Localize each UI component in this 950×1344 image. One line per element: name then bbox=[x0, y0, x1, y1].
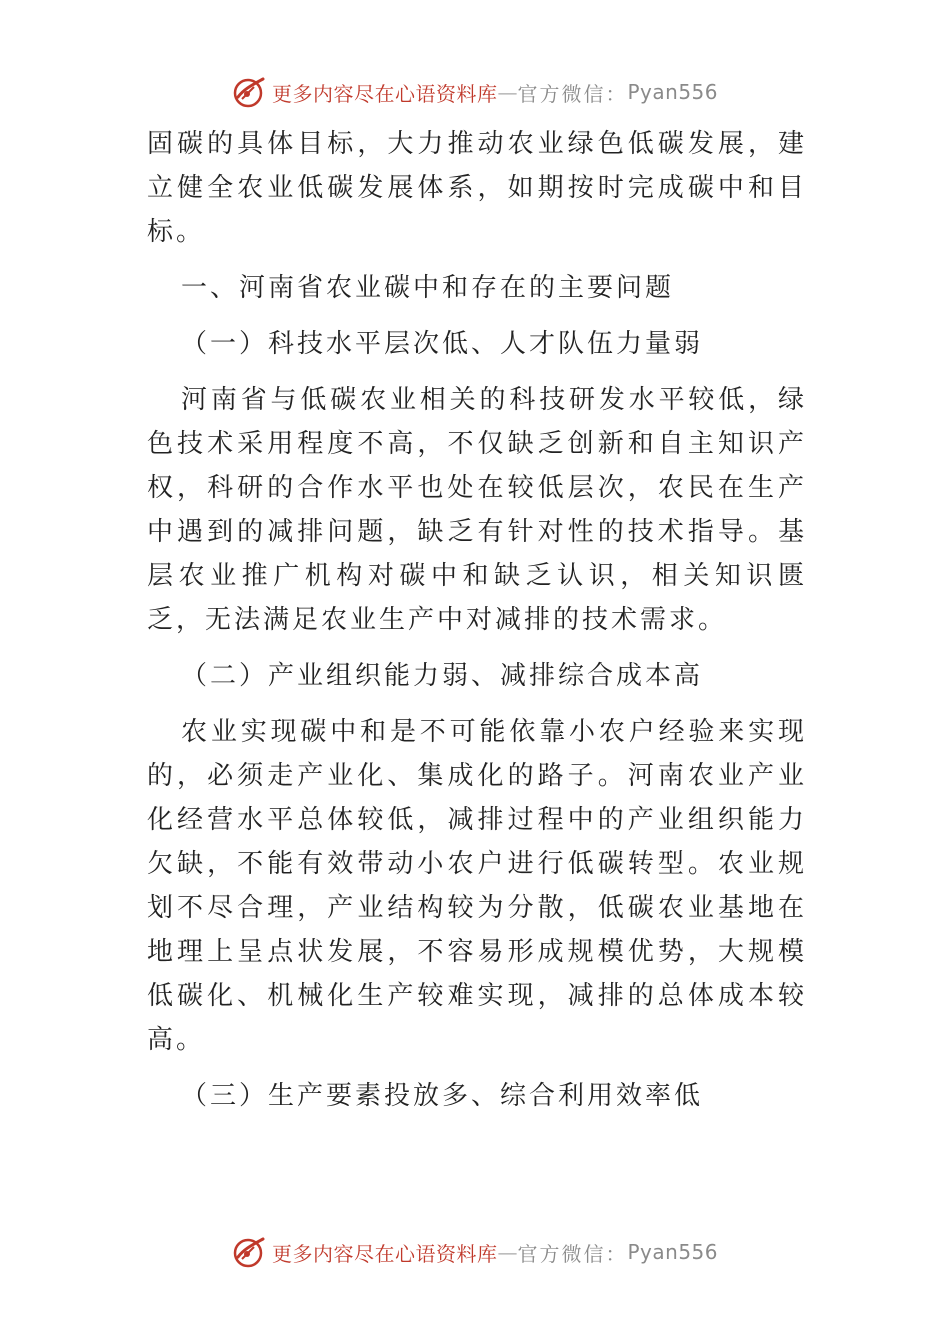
section-heading: 一、河南省农业碳中和存在的主要问题 bbox=[181, 273, 675, 303]
brand-dash: — bbox=[497, 1240, 518, 1264]
wechat-label: 官方微信： bbox=[517, 81, 628, 106]
brand-text: 更多内容尽在心语资料库 bbox=[271, 81, 498, 106]
brand-dash: — bbox=[497, 80, 518, 104]
page-header-watermark bbox=[0, 70, 950, 114]
paragraph-2: 农业实现碳中和是不可能依靠小农户经验来实现的，必须走产业化、集成化的路子。河南农业产业化经营水平总体较低，减排过程中的产业组织能力欠缺，不能有效带动小农户进行低碳转型。农业规划不尽合理，产业结构较为分散，低碳农业基地在地理上呈点状发展，不容易形成规模优势，大规模低碳化、机械化生产较难实现，减排的总体成本较高。 bbox=[147, 717, 807, 1055]
wechat-label: 官方微信： bbox=[517, 1241, 628, 1266]
wechat-id: Pyan556 bbox=[627, 1240, 718, 1264]
page-footer-watermark bbox=[0, 1230, 950, 1274]
document-body bbox=[147, 122, 807, 1130]
logo-pen-circle-icon bbox=[232, 1235, 266, 1269]
wechat-id: Pyan556 bbox=[627, 80, 718, 104]
paragraph-continued: 固碳的具体目标，大力推动农业绿色低碳发展，建立健全农业低碳发展体系，如期按时完成碳中和目标。 bbox=[147, 129, 807, 247]
subsection-heading-1: （一）科技水平层次低、人才队伍力量弱 bbox=[181, 329, 704, 359]
subsection-heading-3: （三）生产要素投放多、综合利用效率低 bbox=[181, 1081, 704, 1111]
subsection-heading-2: （二）产业组织能力弱、减排综合成本高 bbox=[181, 661, 704, 691]
paragraph-1: 河南省与低碳农业相关的科技研发水平较低，绿色技术采用程度不高，不仅缺乏创新和自主知识产权，科研的合作水平也处在较低层次，农民在生产中遇到的减排问题，缺乏有针对性的技术指导。基层农业推广机构对碳中和缺乏认识，相关知识匮乏，无法满足农业生产中对减排的技术需求。 bbox=[147, 385, 807, 635]
brand-text: 更多内容尽在心语资料库 bbox=[271, 1241, 498, 1266]
logo-pen-circle-icon bbox=[232, 75, 266, 109]
